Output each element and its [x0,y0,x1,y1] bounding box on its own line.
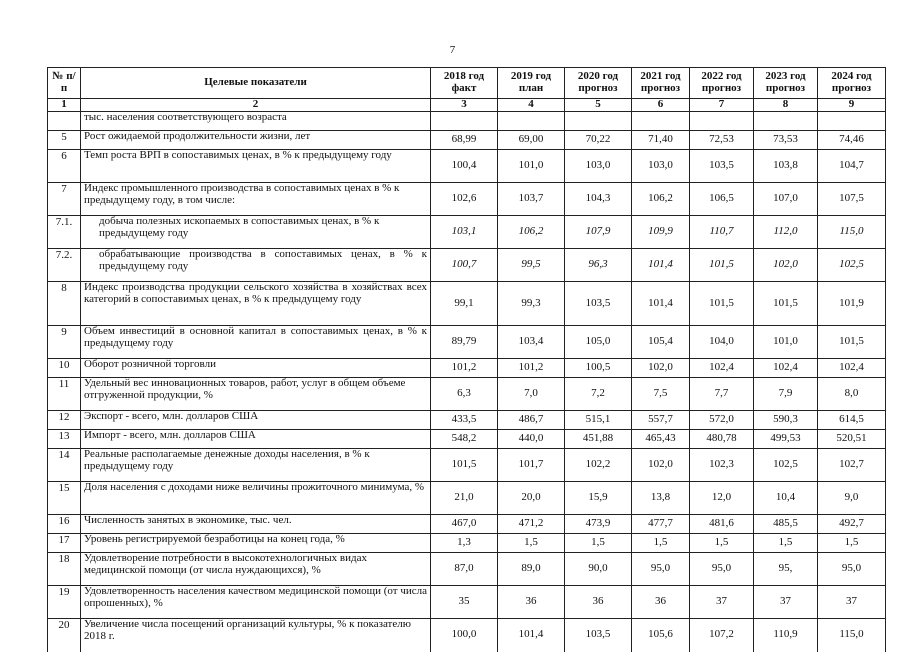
value-cell: 13,8 [632,482,690,515]
value-cell: 96,3 [565,249,632,282]
row-number: 20 [48,619,81,652]
indicator-label: Темп роста ВРП в сопоставимых ценах, в % к предыдущему году [81,150,431,183]
continuation-row [48,112,886,131]
indicator-label: Уровень регистрируемой безработицы на конец года, % [81,534,431,553]
row-number: 9 [48,326,81,359]
table-header-row [48,68,886,99]
value-cell: 20,0 [498,482,565,515]
value-cell: 103,8 [754,150,818,183]
indicator-label: Реальные располагаемые денежные доходы населения, в % к предыдущему году [81,449,431,482]
value-cell: 107,5 [818,183,886,216]
value-cell: 103,0 [565,150,632,183]
value-cell: 103,7 [498,183,565,216]
row-number: 8 [48,282,81,326]
value-cell: 1,5 [632,534,690,553]
value-cell: 21,0 [431,482,498,515]
value-cell: 115,0 [818,619,886,652]
table-row [48,430,886,449]
indicator-label: Численность занятых в экономике, тыс. чел. [81,515,431,534]
table-row [48,249,886,282]
value-cell: 106,5 [690,183,754,216]
value-cell: 101,4 [632,282,690,326]
value-cell: 70,22 [565,131,632,150]
indicator-label: Объем инвестиций в основной капитал в сопоставимых ценах, в % к предыдущему году [81,326,431,359]
column-number: 7 [690,99,754,112]
value-cell: 110,7 [690,216,754,249]
header-year: 2023 год прогноз [754,68,818,99]
value-cell: 492,7 [818,515,886,534]
value-cell: 102,5 [754,449,818,482]
value-cell: 101,7 [498,449,565,482]
value-cell: 102,0 [632,359,690,378]
value-cell: 1,5 [818,534,886,553]
value-cell: 100,5 [565,359,632,378]
value-cell: 73,53 [754,131,818,150]
value-cell: 103,5 [690,150,754,183]
value-cell: 1,3 [431,534,498,553]
value-cell: 12,0 [690,482,754,515]
value-cell: 102,6 [431,183,498,216]
value-cell: 471,2 [498,515,565,534]
column-number-row [48,99,886,112]
value-cell: 102,4 [754,359,818,378]
value-cell: 36 [632,586,690,619]
value-cell: 105,4 [632,326,690,359]
value-cell: 112,0 [754,216,818,249]
value-cell: 103,5 [565,619,632,652]
value-cell: 36 [565,586,632,619]
value-cell: 486,7 [498,411,565,430]
indicator-label: Рост ожидаемой продолжительности жизни, лет [81,131,431,150]
value-cell: 99,5 [498,249,565,282]
value-cell: 1,5 [498,534,565,553]
value-cell: 104,3 [565,183,632,216]
value-cell: 557,7 [632,411,690,430]
value-cell: 107,9 [565,216,632,249]
value-cell: 6,3 [431,378,498,411]
value-cell: 99,3 [498,282,565,326]
value-cell: 481,6 [690,515,754,534]
table-row [48,216,886,249]
column-number: 3 [431,99,498,112]
value-cell: 1,5 [690,534,754,553]
value-cell: 433,5 [431,411,498,430]
value-cell: 72,53 [690,131,754,150]
value-cell: 95,0 [818,553,886,586]
value-cell: 109,9 [632,216,690,249]
value-cell: 87,0 [431,553,498,586]
header-year: 2024 год прогноз [818,68,886,99]
value-cell: 590,3 [754,411,818,430]
value-cell: 9,0 [818,482,886,515]
value-cell: 74,46 [818,131,886,150]
row-number: 7.1. [48,216,81,249]
value-cell: 107,0 [754,183,818,216]
table-row [48,534,886,553]
value-cell: 99,1 [431,282,498,326]
value-cell: 37 [690,586,754,619]
table-row [48,183,886,216]
indicator-label: Удовлетворение потребности в высокотехнологичных видах медицинской помощи (от числа нуждающихся), % [81,553,431,586]
header-year: 2019 год план [498,68,565,99]
table-row [48,482,886,515]
value-cell: 101,5 [690,282,754,326]
table-row [48,150,886,183]
value-cell: 477,7 [632,515,690,534]
column-number: 9 [818,99,886,112]
value-cell: 572,0 [690,411,754,430]
value-cell: 102,5 [818,249,886,282]
row-number: 19 [48,586,81,619]
value-cell: 499,53 [754,430,818,449]
indicator-label: Индекс производства продукции сельского хозяйства в хозяйствах всех категорий в сопоставимых ценах, в % к предыдущему году [81,282,431,326]
value-cell: 101,5 [818,326,886,359]
header-year: 2022 год прогноз [690,68,754,99]
value-cell: 102,0 [754,249,818,282]
row-number: 7.2. [48,249,81,282]
value-cell: 473,9 [565,515,632,534]
value-cell: 101,0 [498,150,565,183]
table-row [48,619,886,652]
header-num: № п/п [48,68,81,99]
value-cell: 105,6 [632,619,690,652]
value-cell: 101,4 [632,249,690,282]
value-cell: 89,0 [498,553,565,586]
indicator-label: добыча полезных ископаемых в сопоставимых ценах, в % к предыдущему году [81,216,431,249]
value-cell: 467,0 [431,515,498,534]
column-number: 4 [498,99,565,112]
value-cell: 35 [431,586,498,619]
indicator-label: обрабатывающие производства в сопоставимых ценах, в % к предыдущему году [81,249,431,282]
value-cell: 103,5 [565,282,632,326]
row-number: 12 [48,411,81,430]
table-row [48,411,886,430]
indicator-label: Индекс промышленного производства в сопоставимых ценах в % к предыдущему году, в том числе: [81,183,431,216]
value-cell: 95,0 [632,553,690,586]
table-row [48,449,886,482]
value-cell: 451,88 [565,430,632,449]
target-indicators-table [47,67,886,652]
value-cell: 101,0 [754,326,818,359]
value-cell: 115,0 [818,216,886,249]
value-cell: 7,5 [632,378,690,411]
value-cell: 69,00 [498,131,565,150]
table-row [48,378,886,411]
value-cell: 103,1 [431,216,498,249]
header-year: 2020 год прогноз [565,68,632,99]
indicator-label: Импорт - всего, млн. долларов США [81,430,431,449]
value-cell: 1,5 [754,534,818,553]
row-number: 10 [48,359,81,378]
column-number: 5 [565,99,632,112]
table-row [48,586,886,619]
page-number: 7 [449,44,456,56]
value-cell: 101,5 [754,282,818,326]
value-cell: 100,0 [431,619,498,652]
table-row [48,282,886,326]
continuation-text: тыс. населения соответствующего возраста [81,112,431,131]
table-row [48,131,886,150]
indicator-label: Удовлетворенность населения качеством медицинской помощи (от числа опрошенных), % [81,586,431,619]
value-cell: 10,4 [754,482,818,515]
column-number: 8 [754,99,818,112]
value-cell: 102,7 [818,449,886,482]
value-cell: 95,0 [690,553,754,586]
row-number: 14 [48,449,81,482]
value-cell: 520,51 [818,430,886,449]
value-cell: 104,0 [690,326,754,359]
value-cell: 102,4 [818,359,886,378]
row-number: 7 [48,183,81,216]
indicator-label: Доля населения с доходами ниже величины прожиточного минимума, % [81,482,431,515]
value-cell: 37 [818,586,886,619]
row-number: 18 [48,553,81,586]
value-cell: 95, [754,553,818,586]
value-cell: 68,99 [431,131,498,150]
value-cell: 101,4 [498,619,565,652]
value-cell: 89,79 [431,326,498,359]
value-cell: 7,9 [754,378,818,411]
value-cell: 102,3 [690,449,754,482]
value-cell: 104,7 [818,150,886,183]
value-cell: 7,7 [690,378,754,411]
value-cell: 100,7 [431,249,498,282]
value-cell: 8,0 [818,378,886,411]
value-cell: 7,0 [498,378,565,411]
value-cell: 1,5 [565,534,632,553]
value-cell: 101,2 [498,359,565,378]
value-cell: 106,2 [498,216,565,249]
header-year: 2021 год прогноз [632,68,690,99]
value-cell: 101,5 [431,449,498,482]
value-cell: 480,78 [690,430,754,449]
header-year: 2018 год факт [431,68,498,99]
row-number: 16 [48,515,81,534]
value-cell: 102,0 [632,449,690,482]
table-row [48,326,886,359]
value-cell: 100,4 [431,150,498,183]
row-number: 6 [48,150,81,183]
value-cell: 102,2 [565,449,632,482]
value-cell: 103,0 [632,150,690,183]
column-number: 6 [632,99,690,112]
value-cell: 90,0 [565,553,632,586]
value-cell: 614,5 [818,411,886,430]
column-number: 1 [48,99,81,112]
indicator-label: Удельный вес инновационных товаров, работ, услуг в общем объеме отгруженной продукции, % [81,378,431,411]
value-cell: 515,1 [565,411,632,430]
value-cell: 110,9 [754,619,818,652]
value-cell: 101,5 [690,249,754,282]
value-cell: 7,2 [565,378,632,411]
row-number: 17 [48,534,81,553]
header-indicator: Целевые показатели [81,68,431,99]
row-number: 15 [48,482,81,515]
value-cell: 101,9 [818,282,886,326]
value-cell: 485,5 [754,515,818,534]
value-cell: 440,0 [498,430,565,449]
indicator-label: Экспорт - всего, млн. долларов США [81,411,431,430]
table-row [48,359,886,378]
value-cell: 101,2 [431,359,498,378]
value-cell: 15,9 [565,482,632,515]
indicator-label: Оборот розничной торговли [81,359,431,378]
row-number: 5 [48,131,81,150]
value-cell: 465,43 [632,430,690,449]
table-row [48,515,886,534]
column-number: 2 [81,99,431,112]
value-cell: 105,0 [565,326,632,359]
value-cell: 37 [754,586,818,619]
value-cell: 71,40 [632,131,690,150]
value-cell: 107,2 [690,619,754,652]
value-cell: 106,2 [632,183,690,216]
row-number: 13 [48,430,81,449]
value-cell: 103,4 [498,326,565,359]
value-cell: 36 [498,586,565,619]
row-number: 11 [48,378,81,411]
value-cell: 548,2 [431,430,498,449]
value-cell: 102,4 [690,359,754,378]
table-row [48,553,886,586]
indicator-label: Увеличение числа посещений организаций культуры, % к показателю 2018 г. [81,619,431,652]
